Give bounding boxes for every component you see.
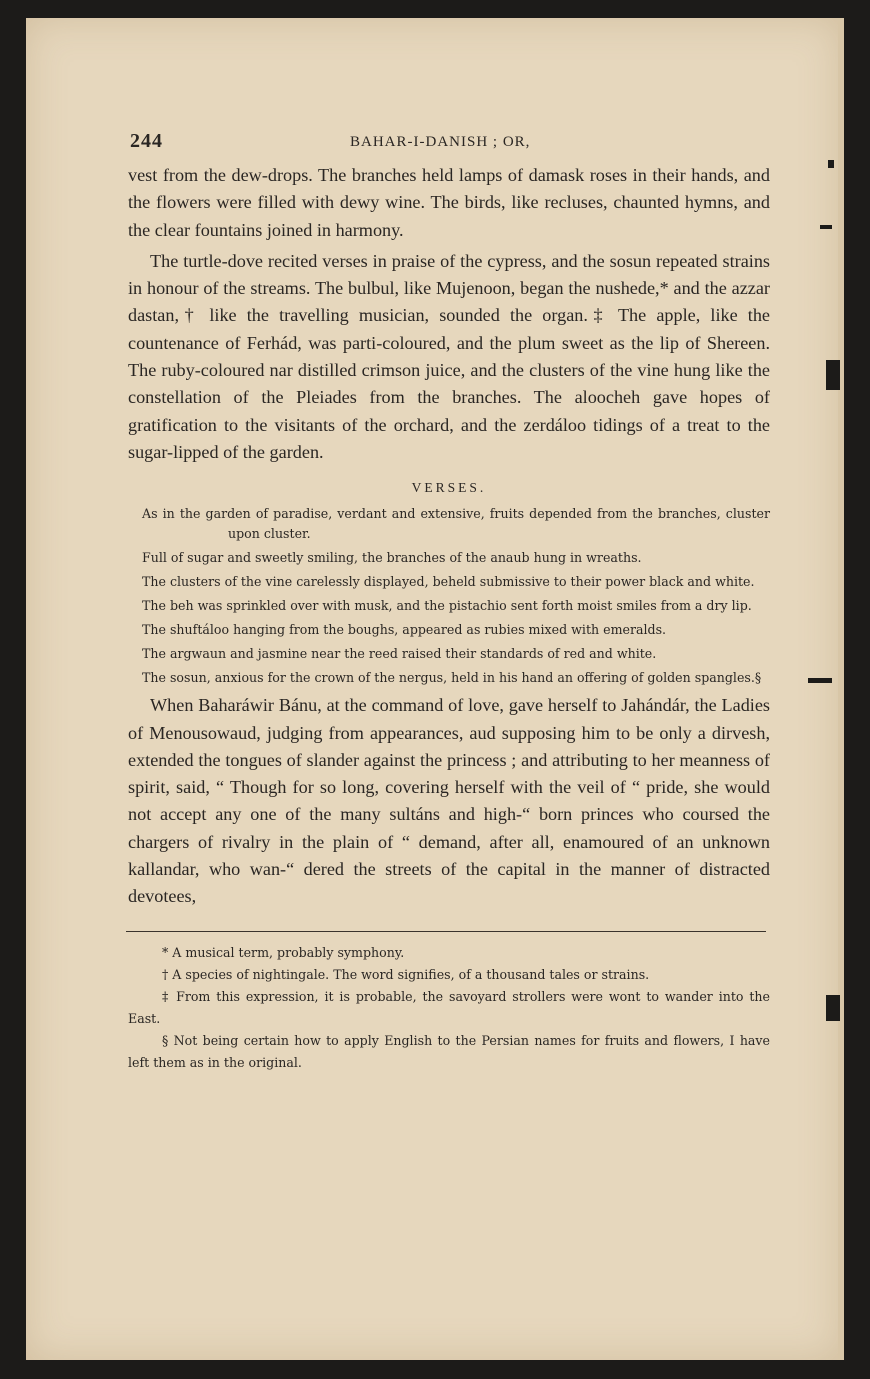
verse-line: Full of sugar and sweetly smiling, the branches of the anaub hung in wreaths.	[142, 550, 642, 566]
verse-line: The clusters of the vine carelessly displayed, beheld submissive to their power black and white.	[142, 574, 755, 590]
closing-paragraph: When Baharáwir Bánu, at the command of love, gave herself to Jahándár, the Ladies of Menousowaud, judging from appearances, aud supposing him to be only a dirvesh, extended the tongues of slander against the princess ; and attributing to her meanness of spirit, said, “ Though for so long, covering herself with the veil of “ pride, she would not accept any one of the many sultáns and high-“ born princes who coursed the chargers of rivalry in the plain of “ demand, after all, enamoured of an unknown kallandar, who wan-“ dered the streets of the capital in the manner of distracted devotees,	[128, 695, 770, 907]
edge-tear	[808, 678, 832, 683]
running-head	[128, 128, 770, 162]
footnote: ‡ From this expression, it is probable, the savoyard strollers were wont to wander into the East.	[128, 988, 770, 1026]
verse-line: The sosun, anxious for the crown of the nergus, held in his hand an offering of golden spangles.§	[142, 670, 762, 686]
verse-line: As in the garden of paradise, verdant and extensive, fruits depended from the branches, cluster upon cluster.	[142, 506, 770, 542]
edge-tear	[826, 995, 840, 1021]
page-number: 244	[130, 130, 163, 152]
page-content	[128, 128, 770, 1074]
footnote: † A species of nightingale. The word signifies, of a thousand tales or strains.	[162, 966, 650, 982]
verse-line: The beh was sprinkled over with musk, and the pistachio sent forth moist smiles from a dry lip.	[142, 598, 752, 614]
edge-tear	[828, 160, 834, 168]
edge-tear	[820, 225, 832, 229]
page-edge	[838, 18, 844, 1360]
edge-tear	[826, 360, 840, 390]
paragraph: vest from the dew-drops. The branches held lamps of damask roses in their hands, and the flowers were filled with dewy wine. The birds, like recluses, chaunted hymns, and the clear fountains joined in harmony.	[128, 165, 770, 240]
paragraph: The turtle-dove recited verses in praise of the cypress, and the sosun repeated strains in honour of the streams. The bulbul, like Mujenoon, began the nushede,* and the azzar dastan,† like the travelling musician, sounded the organ.‡ The apple, like the countenance of Ferhád, was parti-coloured, and the plum sweet as the lip of Shereen. The ruby-coloured nar distilled crimson juice, and the clusters of the vine hung like the constellation of the Pleiades from the branches. The aloocheh gave hopes of gratification to the visitants of the orchard, and the zerdáloo tidings of a treat to the sugar-lipped of the garden.	[128, 250, 770, 462]
footnote: § Not being certain how to apply English to the Persian names for fruits and flowers, I have left them as in the original.	[128, 1032, 770, 1070]
footnote: * A musical term, probably symphony.	[162, 944, 405, 960]
verses-heading: VERSES.	[411, 480, 487, 496]
running-title: BAHAR-I-DANISH ; OR,	[350, 134, 531, 150]
footnote-rule	[126, 931, 766, 932]
verse-line: The shuftáloo hanging from the boughs, appeared as rubies mixed with emeralds.	[142, 622, 667, 638]
verse-line: The argwaun and jasmine near the reed raised their standards of red and white.	[142, 646, 657, 662]
